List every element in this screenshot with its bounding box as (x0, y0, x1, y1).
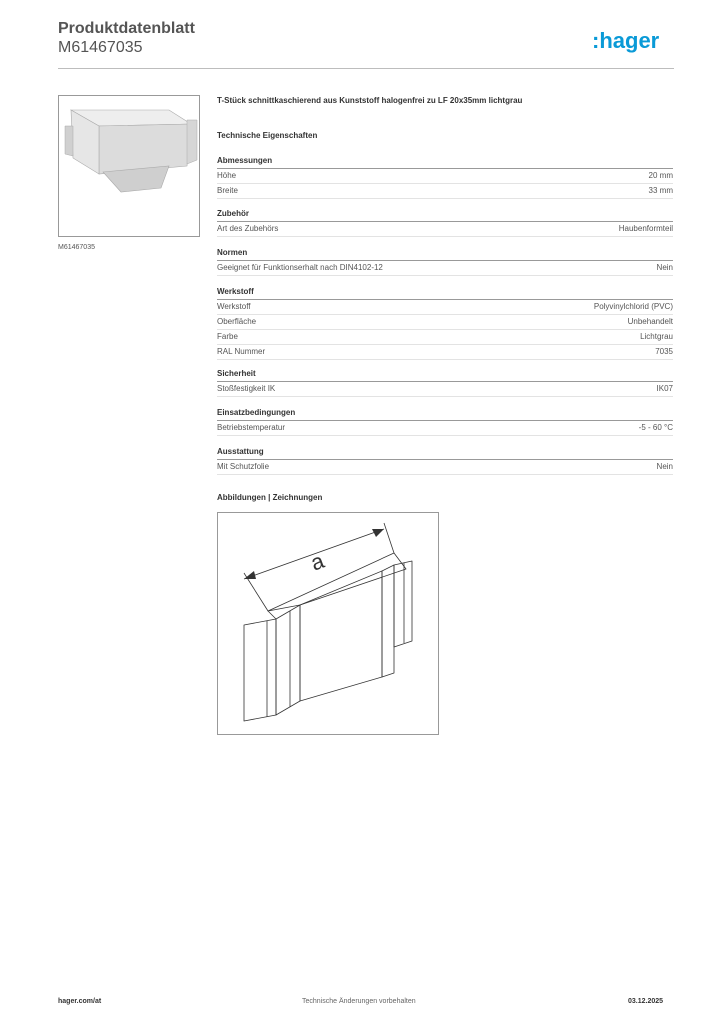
article-number: M61467035 (58, 39, 143, 56)
spec-row (217, 261, 673, 276)
section-title: Sicherheit (217, 367, 673, 382)
svg-text::hager: :hager (592, 28, 660, 53)
spec-value: Haubenformteil (618, 224, 673, 233)
section-title: Werkstoff (217, 285, 673, 300)
spec-row (217, 460, 673, 475)
hager-logo (592, 28, 674, 56)
spec-label: Farbe (217, 332, 238, 341)
section-dimensions (217, 154, 673, 199)
spec-value: Nein (656, 263, 673, 272)
section-title: Zubehör (217, 207, 673, 222)
spec-value: 33 mm (648, 186, 673, 195)
spec-row (217, 222, 673, 237)
spec-row (217, 345, 673, 360)
figures-heading: Abbildungen | Zeichnungen (217, 493, 323, 502)
spec-label: Mit Schutzfolie (217, 462, 270, 471)
section-title: Einsatzbedingungen (217, 406, 673, 421)
spec-row (217, 169, 673, 184)
drawing-svg (218, 513, 438, 734)
footer-date: 03.12.2025 (628, 998, 664, 1005)
spec-value: Nein (656, 462, 673, 471)
page-title: Produktdatenblatt (58, 20, 195, 37)
spec-value: IK07 (656, 384, 673, 393)
technical-drawing (217, 512, 439, 735)
spec-row (217, 184, 673, 199)
dimension-label: a (307, 547, 328, 576)
section-equipment (217, 445, 673, 475)
section-title: Ausstattung (217, 445, 673, 460)
section-accessories (217, 207, 673, 237)
section-operating-conditions (217, 406, 673, 436)
spec-label: Geeignet für Funktionserhalt nach DIN4102-12 (217, 263, 383, 272)
footer-website: hager.com/at (58, 998, 102, 1005)
spec-row (217, 300, 673, 315)
spec-value: 20 mm (648, 171, 673, 180)
spec-row (217, 382, 673, 397)
spec-label: Höhe (217, 171, 237, 180)
product-image (58, 95, 200, 237)
section-standards (217, 246, 673, 276)
header-divider (58, 68, 674, 69)
technical-properties-heading: Technische Eigenschaften (217, 131, 318, 140)
spec-row (217, 330, 673, 345)
arrow-left-icon (244, 571, 256, 579)
product-thumbnail-drawing (59, 96, 199, 236)
image-caption: M61467035 (58, 244, 95, 251)
footer-notice: Technische Änderungen vorbehalten (302, 998, 416, 1005)
spec-row (217, 315, 673, 330)
section-title: Normen (217, 246, 673, 261)
spec-label: RAL Nummer (217, 347, 266, 356)
spec-value: 7035 (655, 347, 673, 356)
spec-value: Unbehandelt (627, 317, 673, 326)
spec-label: Werkstoff (217, 302, 251, 311)
spec-value: -5 - 60 °C (638, 423, 673, 432)
spec-value: Lichtgrau (640, 332, 673, 341)
spec-label: Stoßfestigkeit IK (217, 384, 276, 393)
spec-label: Art des Zubehörs (217, 224, 279, 233)
spec-label: Betriebstemperatur (217, 423, 286, 432)
spec-row (217, 421, 673, 436)
section-safety (217, 367, 673, 397)
product-description: T-Stück schnittkaschierend aus Kunststoff halogenfrei zu LF 20x35mm lichtgrau (217, 96, 523, 105)
spec-value: Polyvinylchlorid (PVC) (593, 302, 673, 311)
spec-label: Breite (217, 186, 238, 195)
spec-label: Oberfläche (217, 317, 257, 326)
section-title: Abmessungen (217, 154, 673, 169)
section-material (217, 285, 673, 360)
